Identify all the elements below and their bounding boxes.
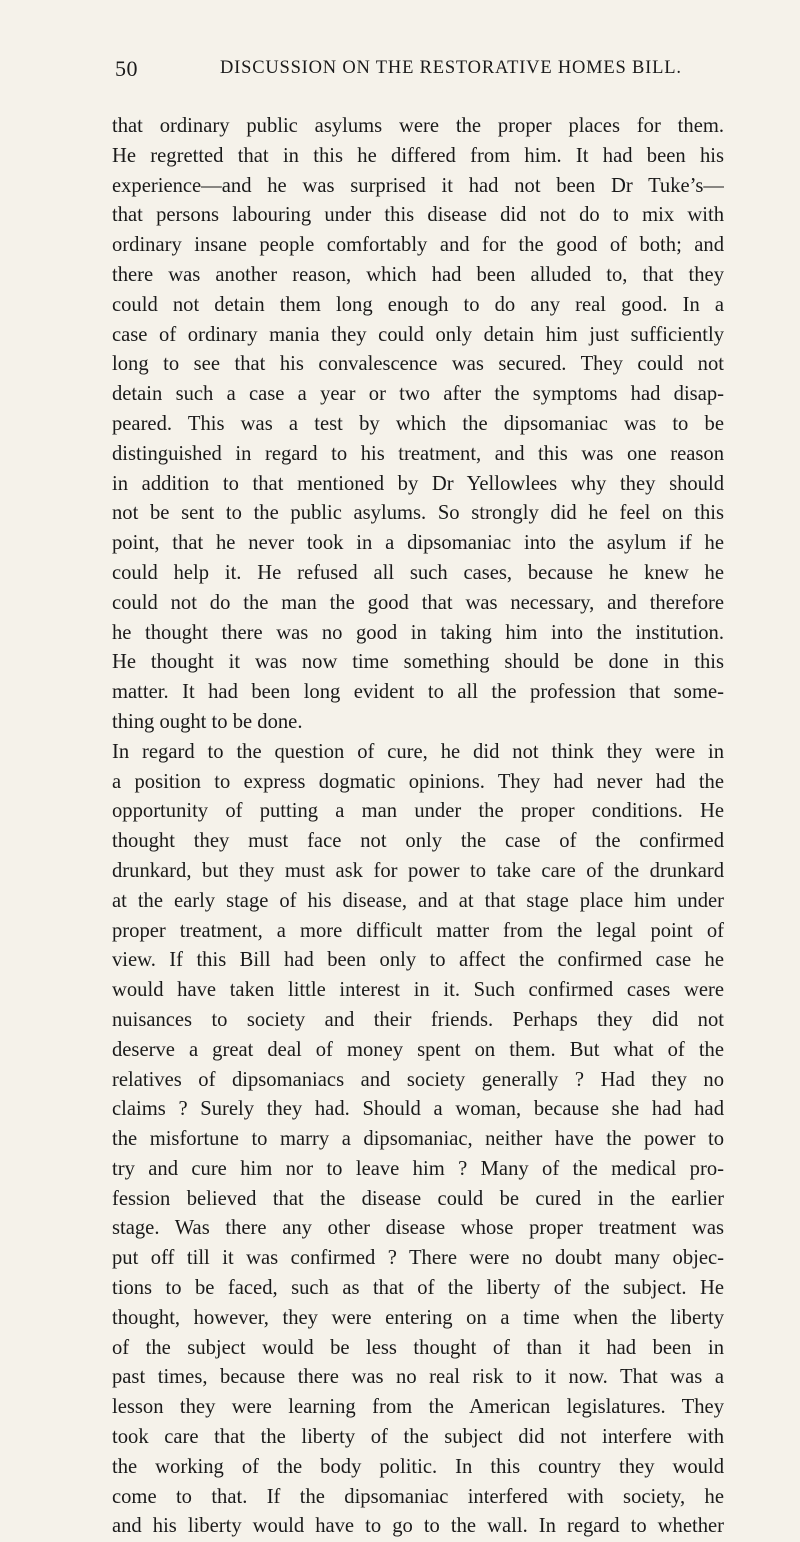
text-line: would have taken little interest in it. Such confirmed cases were [112, 979, 724, 1002]
text-line: put off till it was confirmed ? There were no doubt many objec- [112, 1247, 724, 1270]
running-header [115, 56, 705, 86]
text-line: peared. This was a test by which the dipsomaniac was to be [112, 412, 724, 435]
text-line: In regard to the question of cure, he did not think they were in [112, 740, 724, 763]
text-line: fession believed that the disease could be cured in the earlier [112, 1187, 724, 1210]
text-line: He regretted that in this he differed from him. It had been his [112, 144, 724, 167]
text-line: case of ordinary mania they could only detain him just sufficiently [112, 323, 724, 346]
text-line: view. If this Bill had been only to affect the confirmed case he [112, 949, 724, 972]
text-line: drunkard, but they must ask for power to take care of the drunkard [112, 859, 724, 882]
text-line: that persons labouring under this disease did not do to mix with [112, 204, 724, 227]
text-line: took care that the liberty of the subject did not interfere with [112, 1426, 724, 1449]
text-line: the working of the body politic. In this country they would [112, 1455, 724, 1478]
text-line: opportunity of putting a man under the proper conditions. He [112, 800, 724, 823]
body-text [112, 112, 724, 1542]
text-line: distinguished in regard to his treatment, and this was one reason [112, 442, 724, 465]
text-line: tions to be faced, such as that of the liberty of the subject. He [112, 1277, 724, 1300]
text-line: thought, however, they were entering on a time when the liberty [112, 1306, 724, 1329]
text-line: at the early stage of his disease, and at that stage place him under [112, 889, 724, 912]
text-line: try and cure him nor to leave him ? Many of the medical pro- [112, 1157, 724, 1180]
text-line: detain such a case a year or two after the symptoms had disap- [112, 383, 724, 406]
text-line: thought they must face not only the case of the confirmed [112, 830, 724, 853]
text-line: a position to express dogmatic opinions. They had never had the [112, 770, 724, 793]
text-line: deserve a great deal of money spent on them. But what of the [112, 1038, 724, 1061]
text-line: nuisances to society and their friends. Perhaps they did not [112, 1008, 724, 1031]
text-line: that ordinary public asylums were the proper places for them. [112, 115, 724, 137]
page-number: 50 [115, 56, 138, 81]
text-line: of the subject would be less thought of than it had been in [112, 1336, 724, 1359]
text-line: could not do the man the good that was necessary, and therefore [112, 591, 724, 614]
text-line: relatives of dipsomaniacs and society generally ? Had they no [112, 1068, 724, 1091]
text-line: and his liberty would have to go to the wall. In regard to whether [112, 1515, 724, 1538]
text-line: matter. It had been long evident to all the profession that some- [112, 681, 724, 704]
text-line: could help it. He refused all such cases, because he knew he [112, 561, 724, 584]
text-line: ordinary insane people comfortably and for the good of both; and [112, 234, 724, 257]
text-line: point, that he never took in a dipsomaniac into the asylum if he [112, 532, 724, 555]
text-line: not be sent to the public asylums. So strongly did he feel on this [112, 502, 724, 525]
running-title: DISCUSSION ON THE RESTORATIVE HOMES BILL. [220, 58, 682, 78]
text-line: long to see that his convalescence was secured. They could not [112, 353, 724, 376]
text-line: thing ought to be done. [112, 710, 303, 733]
text-line: proper treatment, a more difficult matter from the legal point of [112, 919, 724, 942]
text-line: come to that. If the dipsomaniac interfered with society, he [112, 1485, 724, 1508]
text-line: in addition to that mentioned by Dr Yellowlees why they should [112, 472, 724, 495]
text-line: the misfortune to marry a dipsomaniac, neither have the power to [112, 1128, 724, 1151]
text-line: past times, because there was no real risk to it now. That was a [112, 1366, 724, 1389]
text-line: He thought it was now time something should be done in this [112, 651, 724, 674]
text-line: could not detain them long enough to do any real good. In a [112, 293, 724, 316]
text-line: lesson they were learning from the American legislatures. They [112, 1396, 724, 1419]
text-line: he thought there was no good in taking him into the institution. [112, 621, 724, 644]
text-line: there was another reason, which had been alluded to, that they [112, 263, 724, 286]
text-line: claims ? Surely they had. Should a woman, because she had had [112, 1098, 724, 1121]
text-line: experience—and he was surprised it had not been Dr Tuke’s— [112, 174, 724, 197]
text-line: stage. Was there any other disease whose proper treatment was [112, 1217, 724, 1240]
